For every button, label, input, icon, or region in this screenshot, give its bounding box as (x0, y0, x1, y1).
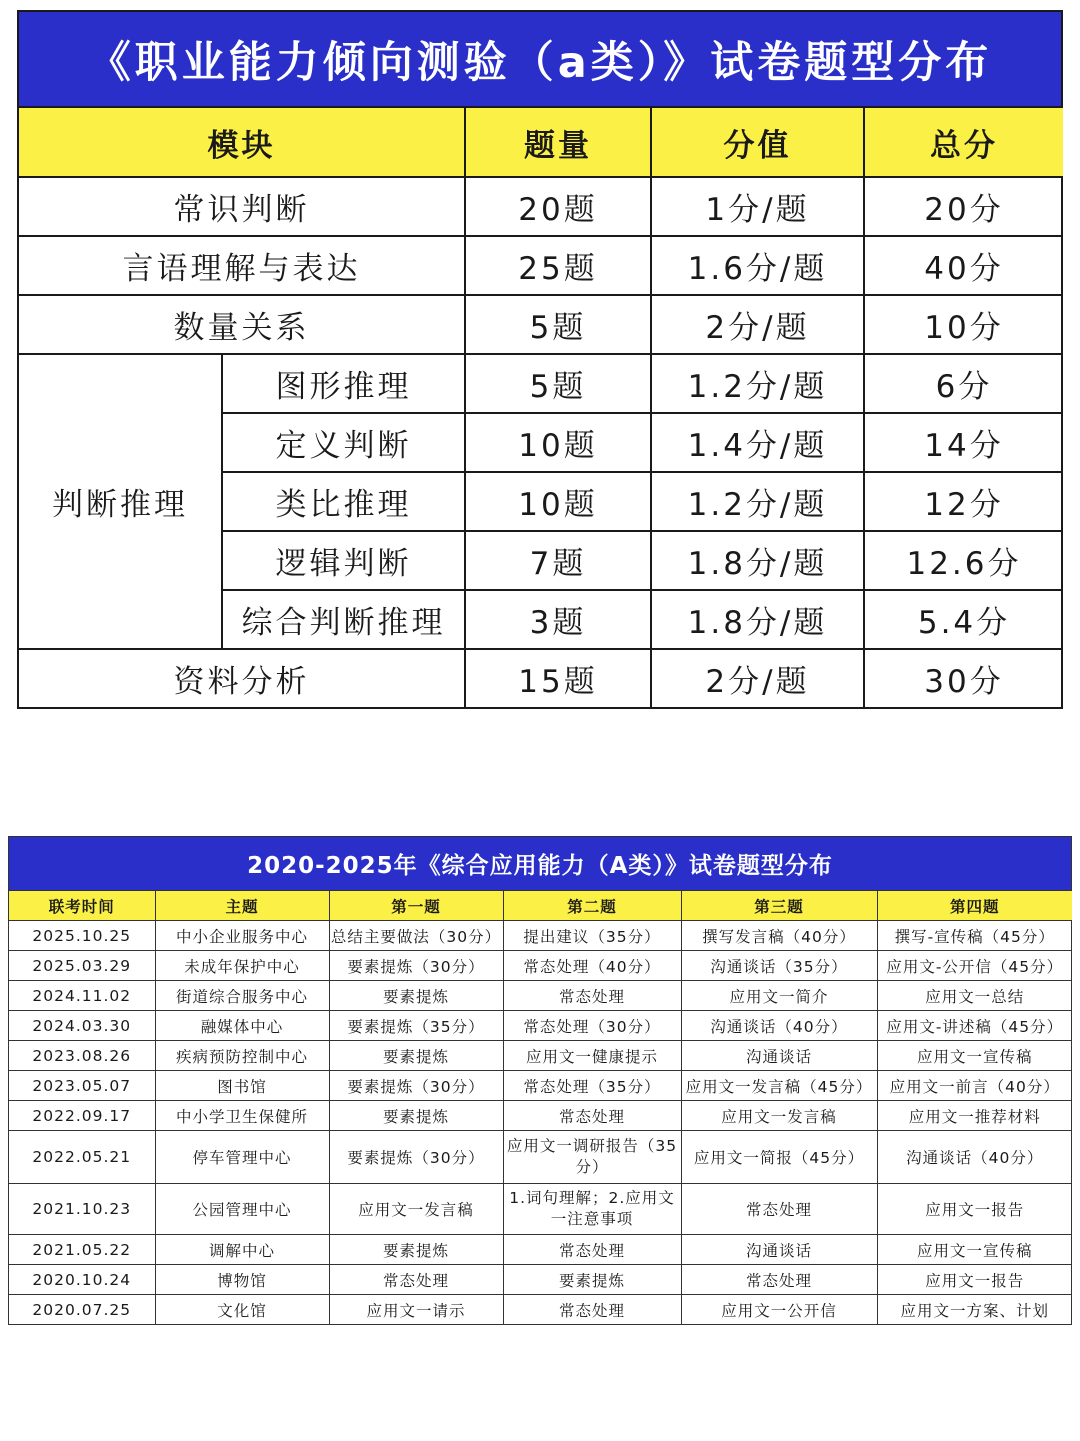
q2-cell: 常态处理（30分） (503, 1011, 681, 1041)
table-row (9, 1184, 1072, 1235)
q3-cell: 应用文一发言稿 (681, 1101, 877, 1131)
score-cell: 2分/题 (651, 649, 864, 707)
date-cell: 2023.05.07 (9, 1071, 155, 1101)
table2-header-row (9, 891, 1072, 921)
date-cell: 2020.07.25 (9, 1295, 155, 1325)
q2-cell: 要素提炼 (503, 1265, 681, 1295)
table2-body (9, 921, 1072, 1325)
q1-cell: 常态处理 (329, 1265, 503, 1295)
q1-cell: 总结主要做法（30分） (329, 921, 503, 951)
total-cell: 14分 (864, 413, 1063, 472)
header-q1: 第一题 (329, 891, 503, 921)
theme-cell: 博物馆 (155, 1265, 329, 1295)
aptitude-test-table (17, 10, 1063, 709)
module-cell: 综合判断推理 (222, 590, 465, 649)
count-cell: 10题 (465, 413, 651, 472)
table-row (19, 354, 1063, 413)
q1-cell: 应用文一发言稿 (329, 1184, 503, 1235)
module-cell: 言语理解与表达 (19, 236, 465, 295)
module-cell: 类比推理 (222, 472, 465, 531)
count-cell: 7题 (465, 531, 651, 590)
theme-cell: 停车管理中心 (155, 1131, 329, 1184)
total-cell: 12.6分 (864, 531, 1063, 590)
total-cell: 12分 (864, 472, 1063, 531)
total-cell: 20分 (864, 177, 1063, 236)
q2-cell: 应用文一健康提示 (503, 1041, 681, 1071)
total-cell: 10分 (864, 295, 1063, 354)
theme-cell: 融媒体中心 (155, 1011, 329, 1041)
q3-cell: 沟通谈话（40分） (681, 1011, 877, 1041)
table-row (9, 1131, 1072, 1184)
total-cell: 30分 (864, 649, 1063, 707)
q2-cell: 常态处理（40分） (503, 951, 681, 981)
score-cell: 1分/题 (651, 177, 864, 236)
q4-cell: 应用文一方案、计划 (877, 1295, 1072, 1325)
table-row (19, 295, 1063, 354)
date-cell: 2024.03.30 (9, 1011, 155, 1041)
q2-cell: 常态处理（35分） (503, 1071, 681, 1101)
date-cell: 2023.08.26 (9, 1041, 155, 1071)
module-cell: 数量关系 (19, 295, 465, 354)
score-cell: 1.8分/题 (651, 531, 864, 590)
q2-cell: 常态处理 (503, 1235, 681, 1265)
q3-cell: 沟通谈话 (681, 1041, 877, 1071)
count-cell: 10题 (465, 472, 651, 531)
header-count: 题量 (465, 108, 651, 177)
header-q2: 第二题 (503, 891, 681, 921)
q4-cell: 撰写-宣传稿（45分） (877, 921, 1072, 951)
q4-cell: 应用文一总结 (877, 981, 1072, 1011)
q1-cell: 要素提炼（30分） (329, 1131, 503, 1184)
header-total: 总分 (864, 108, 1063, 177)
table-row (9, 1071, 1072, 1101)
group-label-cell: 判断推理 (19, 354, 222, 649)
count-cell: 3题 (465, 590, 651, 649)
theme-cell: 文化馆 (155, 1295, 329, 1325)
score-cell: 1.8分/题 (651, 590, 864, 649)
module-cell: 常识判断 (19, 177, 465, 236)
theme-cell: 街道综合服务中心 (155, 981, 329, 1011)
theme-cell: 中小学卫生保健所 (155, 1101, 329, 1131)
score-cell: 1.4分/题 (651, 413, 864, 472)
module-cell: 资料分析 (19, 649, 465, 707)
q2-cell: 常态处理 (503, 981, 681, 1011)
table-row (9, 1041, 1072, 1071)
q4-cell: 应用文一宣传稿 (877, 1235, 1072, 1265)
table-row (9, 951, 1072, 981)
module-cell: 逻辑判断 (222, 531, 465, 590)
q4-cell: 沟通谈话（40分） (877, 1131, 1072, 1184)
q2-cell: 提出建议（35分） (503, 921, 681, 951)
theme-cell: 调解中心 (155, 1235, 329, 1265)
table-row (9, 1235, 1072, 1265)
theme-cell: 中小企业服务中心 (155, 921, 329, 951)
q3-cell: 沟通谈话（35分） (681, 951, 877, 981)
count-cell: 25题 (465, 236, 651, 295)
q1-cell: 要素提炼 (329, 1041, 503, 1071)
total-cell: 5.4分 (864, 590, 1063, 649)
header-q3: 第三题 (681, 891, 877, 921)
q4-cell: 应用文一推荐材料 (877, 1101, 1072, 1131)
count-cell: 5题 (465, 354, 651, 413)
q2-cell: 应用文一调研报告（35分） (503, 1131, 681, 1184)
q4-cell: 应用文一报告 (877, 1265, 1072, 1295)
score-cell: 1.2分/题 (651, 354, 864, 413)
module-cell: 定义判断 (222, 413, 465, 472)
q3-cell: 应用文一简介 (681, 981, 877, 1011)
date-cell: 2022.05.21 (9, 1131, 155, 1184)
q2-cell: 常态处理 (503, 1101, 681, 1131)
q1-cell: 要素提炼 (329, 981, 503, 1011)
header-theme: 主题 (155, 891, 329, 921)
table-row (9, 1011, 1072, 1041)
theme-cell: 未成年保护中心 (155, 951, 329, 981)
q2-cell: 常态处理 (503, 1295, 681, 1325)
q4-cell: 应用文-讲述稿（45分） (877, 1011, 1072, 1041)
q4-cell: 应用文一前言（40分） (877, 1071, 1072, 1101)
header-q4: 第四题 (877, 891, 1072, 921)
table-row (9, 1265, 1072, 1295)
q3-cell: 常态处理 (681, 1265, 877, 1295)
table-row (9, 1101, 1072, 1131)
q2-cell: 1.词句理解；2.应用文一注意事项 (503, 1184, 681, 1235)
table-row (19, 236, 1063, 295)
q3-cell: 常态处理 (681, 1184, 877, 1235)
q1-cell: 要素提炼（30分） (329, 1071, 503, 1101)
date-cell: 2021.10.23 (9, 1184, 155, 1235)
score-cell: 2分/题 (651, 295, 864, 354)
count-cell: 15题 (465, 649, 651, 707)
date-cell: 2024.11.02 (9, 981, 155, 1011)
q3-cell: 应用文一简报（45分） (681, 1131, 877, 1184)
header-module: 模块 (19, 108, 465, 177)
table-row (9, 921, 1072, 951)
q1-cell: 要素提炼 (329, 1235, 503, 1265)
table-row (19, 177, 1063, 236)
table1-header-row (19, 108, 1063, 177)
q4-cell: 应用文一宣传稿 (877, 1041, 1072, 1071)
total-cell: 6分 (864, 354, 1063, 413)
table2-title: 2020-2025年《综合应用能力（A类）》试卷题型分布 (9, 837, 1071, 890)
q3-cell: 撰写发言稿（40分） (681, 921, 877, 951)
table1-grid (19, 108, 1063, 707)
header-date: 联考时间 (9, 891, 155, 921)
date-cell: 2025.10.25 (9, 921, 155, 951)
count-cell: 20题 (465, 177, 651, 236)
total-cell: 40分 (864, 236, 1063, 295)
module-cell: 图形推理 (222, 354, 465, 413)
theme-cell: 公园管理中心 (155, 1184, 329, 1235)
q1-cell: 要素提炼（30分） (329, 951, 503, 981)
theme-cell: 图书馆 (155, 1071, 329, 1101)
q4-cell: 应用文-公开信（45分） (877, 951, 1072, 981)
q3-cell: 沟通谈话 (681, 1235, 877, 1265)
q3-cell: 应用文一发言稿（45分） (681, 1071, 877, 1101)
q1-cell: 要素提炼（35分） (329, 1011, 503, 1041)
comprehensive-test-table (8, 836, 1072, 1325)
q1-cell: 要素提炼 (329, 1101, 503, 1131)
date-cell: 2021.05.22 (9, 1235, 155, 1265)
date-cell: 2020.10.24 (9, 1265, 155, 1295)
table1-title: 《职业能力倾向测验（a类）》试卷题型分布 (19, 12, 1061, 108)
table-row (19, 649, 1063, 707)
score-cell: 1.6分/题 (651, 236, 864, 295)
header-score: 分值 (651, 108, 864, 177)
theme-cell: 疾病预防控制中心 (155, 1041, 329, 1071)
date-cell: 2025.03.29 (9, 951, 155, 981)
date-cell: 2022.09.17 (9, 1101, 155, 1131)
q1-cell: 应用文一请示 (329, 1295, 503, 1325)
count-cell: 5题 (465, 295, 651, 354)
q4-cell: 应用文一报告 (877, 1184, 1072, 1235)
score-cell: 1.2分/题 (651, 472, 864, 531)
table-row (9, 1295, 1072, 1325)
table-row (9, 981, 1072, 1011)
table2-grid (9, 890, 1072, 1324)
q3-cell: 应用文一公开信 (681, 1295, 877, 1325)
